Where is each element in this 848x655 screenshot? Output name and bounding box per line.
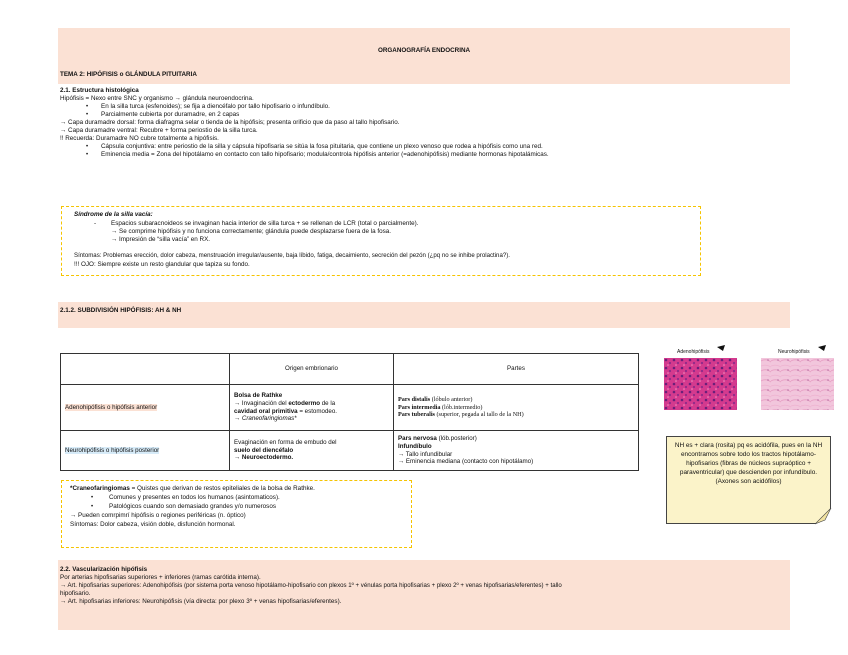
bullet-icon: • [86, 104, 89, 110]
adeno-part-1: Pars distalis (lóbulo anterior) [398, 396, 473, 404]
bullet-icon: • [86, 144, 89, 150]
s22-line-1: Por arterias hipofisarias superiores + inferiores (ramas carótida interna). [60, 574, 261, 581]
cranio-bullet-2: Patológicos cuando son demasiado grandes y/o numerosos [109, 503, 276, 510]
adeno-origin-1: Bolsa de Rathke [234, 392, 283, 400]
adeno-part-3: Pars tuberalis (superior, pegada al tallo de la NH) [398, 411, 524, 419]
pointer-arrow-icon [716, 343, 730, 353]
pointer-arrow-icon [817, 343, 831, 353]
adeno-origin-cell [230, 385, 394, 431]
neuro-part-1: Pars nervosa (lób.posterior) [398, 435, 477, 443]
silla-vacia-title: Síndrome de la silla vacía: [74, 211, 153, 218]
dash-icon: - [94, 220, 97, 227]
s21-line-1: Hipófisis = Nexo entre SNC y organismo → glándula neuroendocrina. [60, 95, 254, 102]
silla-line-3: → Impresión de “silla vacía” en RX. [111, 236, 211, 243]
adeno-origin-2: → Invaginación del ectodermo de la [234, 399, 336, 407]
neuro-part-4: → Eminencia mediana (contacto con hipotálamo) [398, 458, 534, 466]
silla-line-1: Espacios subaracnoideos se invaginan hacia interior de silla turca + se rellenan de LCR (total o parcialmente). [111, 220, 419, 227]
s21-bullet-2: Parcialmente cubierta por duramadre, en 2 capas [101, 111, 240, 118]
s21-bullet-3: Cápsula conjuntiva: entre periostio de la silla y cápsula hipofisaria se sitúa la fosa pituitaria, que contiene un plexo venoso que rodea a hipófisis como una red. [101, 143, 543, 150]
adeno-parts-cell [394, 385, 639, 431]
cranio-line-3: Síntomas: Dolor cabeza, visión doble, disfunción hormonal. [70, 521, 236, 528]
adeno-origin-4: → Craneofaringiomas* [234, 415, 297, 423]
section-2-1-heading: 2.1. Estructura histológica [60, 87, 139, 94]
cranio-line-1: *Craneofaringiomas = Quistes que derivan de restos epiteliales de la bolsa de Rathke. [70, 485, 315, 492]
silla-line-4: Síntomas: Problemas erección, dolor cabeza, menstruación irregular/ausente, baja líbido, fatiga, decaimiento, secreción del pezón (¿pq no se inhibe prolactina?). [74, 252, 510, 259]
table-row [61, 385, 639, 431]
adeno-name-cell [61, 385, 230, 431]
adeno-image-label: Adenohipófisis [677, 349, 710, 355]
subdivision-table [60, 353, 639, 471]
adenohipofisis-histology-image [664, 358, 737, 410]
s21-bullet-1: En la silla turca (esfenoides); se fija a diencéfalo por tallo hipofisario o infundíbulo. [101, 103, 330, 110]
neuro-origin-1: Evaginación en forma de embudo del [234, 439, 337, 447]
adeno-name: Adenohipófisis o hipófisis anterior [65, 403, 158, 411]
neuro-origin-cell [230, 431, 394, 471]
neuro-name-cell [61, 431, 230, 471]
neuro-origin-2: suelo del diencéfalo [234, 446, 294, 454]
silla-line-5: !!! OJO: Siempre existe un resto glandular que tapiza su fondo. [74, 261, 250, 268]
s22-line-2: → Art. hipofisarias superiores: Adenohipófisis (por sistema porta venoso hipotálamo-hipofisario con plexos 1º + vénulas porta hipofisarias + plexo 2º + venas hipofisarias/eferentes) + tallo [60, 582, 562, 589]
table-header-parts: Partes [394, 354, 639, 385]
adeno-part-2: Pars intermedia (lób.intermedio) [398, 403, 483, 411]
section-2-1-2-heading: 2.1.2. SUBDIVISIÓN HIPÓFISIS: AH & NH [60, 307, 182, 314]
table-row [61, 431, 639, 471]
bullet-icon: • [86, 112, 89, 118]
bullet-icon: • [91, 495, 94, 501]
neuro-name: Neurohipófisis o hipófisis posterior [65, 446, 160, 454]
table-header-row [61, 354, 639, 385]
document-title: ORGANOGRAFÍA ENDOCRINA [377, 47, 471, 54]
note-fold-icon [815, 508, 832, 525]
neuro-image-label: Neurohipófisis [778, 349, 810, 355]
s21-line-4: !! Recuerda: Duramadre NO cubre totalmente a hipófisis. [60, 135, 219, 142]
bullet-icon: • [91, 504, 94, 510]
table-header-origin: Origen embrionario [230, 354, 394, 385]
adeno-origin-3: cavidad oral primitiva = estomodeo. [234, 407, 338, 415]
section-2-2-heading: 2.2. Vascularización hipófisis [60, 566, 148, 573]
neuro-origin-3: → Neuroectodermo. [234, 454, 294, 462]
subsection-band [58, 302, 790, 328]
neuro-part-3: → Tallo infundibular [398, 450, 453, 458]
tema-title: TEMA 2: HIPÓFISIS o GLÁNDULA PITUITARIA [60, 71, 197, 78]
neurohipofisis-histology-image [761, 358, 834, 410]
note-text: NH es + clara (rosita) pq es acidófila, pues en la NH encontramos sobre todo los tractos hipotálamo-hipofisarios (fibras de núcleos supraóptico + paraventricular) que descienden por infundíbulo. (Axones son acidófilos) [674, 442, 823, 485]
silla-line-2: → Se comprime hipófisis y no funciona correctamente; glándula puede desplazarse fuera de la fosa. [111, 228, 392, 235]
neuro-part-2: Infundíbulo [398, 442, 432, 450]
cranio-line-2: → Pueden comrpimrí hipófisis o regiones periféricas (n. óptico) [70, 512, 246, 519]
s21-bullet-4: Eminencia media = Zona del hipotálamo en contacto con tallo hipofisario; modula/controla hipófisis anterior (=adenohipófisis) mediante hormonas hipotalámicas. [101, 151, 549, 158]
bullet-icon: • [86, 152, 89, 158]
cranio-bullet-1: Comunes y presentes en todos los humanos (asintomaticos). [109, 494, 280, 501]
neuro-parts-cell [394, 431, 639, 471]
section-2-2-band [58, 560, 790, 630]
s22-line-3: hipofisario. [60, 590, 91, 597]
sticky-note [666, 436, 831, 524]
table-header-empty [61, 354, 230, 385]
s21-line-2: → Capa duramadre dorsal: forma diafragma selar o tienda de la hipófisis; presenta orificio que da paso al tallo hipofisario. [60, 119, 400, 126]
s22-line-4: → Art. hipofisarias inferiores: Neurohipófisis (vía directa: por plexo 3º + venas hipofisarias/eferentes). [60, 598, 342, 605]
s21-line-3: → Capa duramadre ventral: Recubre + forma periostio de la silla turca. [60, 127, 258, 134]
